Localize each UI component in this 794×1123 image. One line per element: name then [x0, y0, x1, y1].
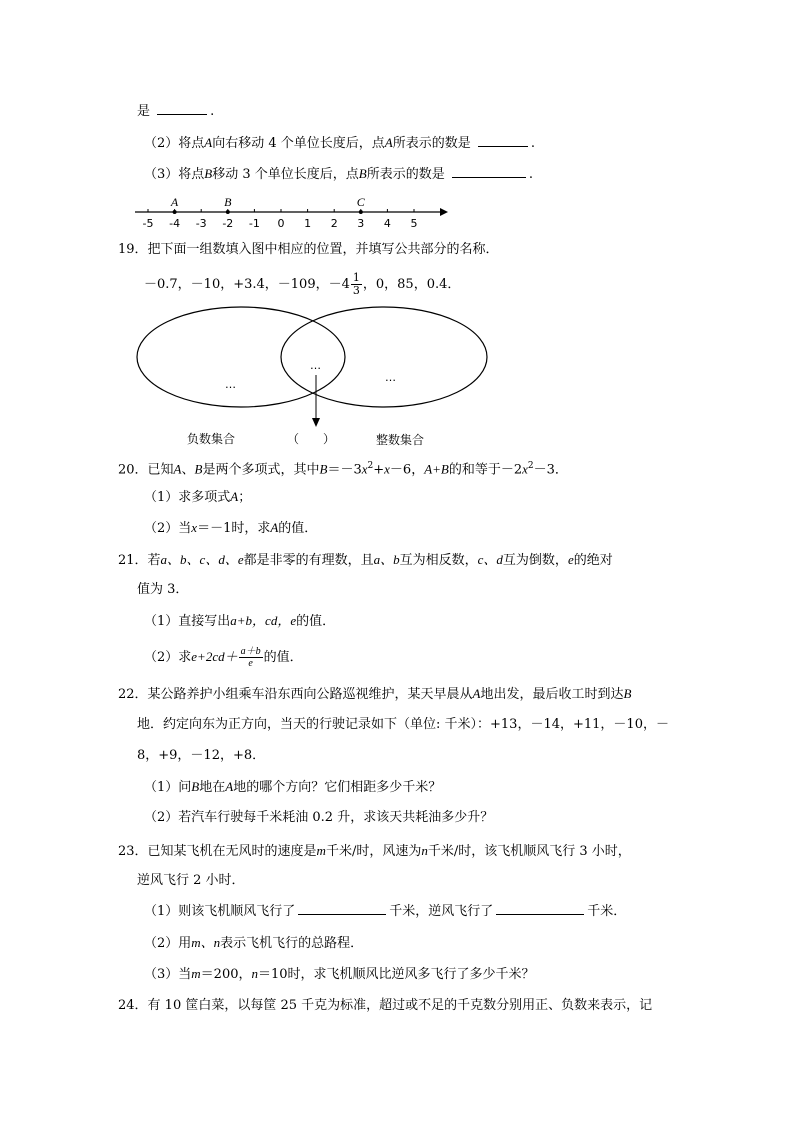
- exponent: 2: [367, 461, 374, 471]
- q23-s1-end: 千米．: [587, 904, 627, 919]
- period: .: [210, 104, 215, 119]
- q23-s3-pre: （3）当: [144, 967, 192, 982]
- q19-stem: 19．把下面一组数填入图中相应的位置，并填写公共部分的名称．: [118, 242, 499, 257]
- q22-stem-line2: 地．约定向东为正方向，当天的行驶记录如下（单位: 千米）：+13，－14，+11，－10，－: [137, 717, 669, 732]
- q21-ab: a、b: [373, 552, 400, 567]
- tick-label: -2: [222, 217, 234, 230]
- q23-s1-mid: 千米，逆风飞行了: [389, 904, 494, 919]
- q23-part1: [144, 902, 626, 922]
- var-b: B: [204, 166, 213, 181]
- venn-center-dots: …: [310, 359, 321, 372]
- var-b: B: [623, 686, 632, 701]
- q23-s2-mn: m、n: [191, 935, 221, 950]
- q20-minus6: －6，: [389, 462, 425, 478]
- q22-s1-end: 地的哪个方向？它们相距多少千米？: [233, 780, 442, 795]
- q20-stem: [118, 456, 568, 476]
- var-b: B: [194, 461, 203, 477]
- integer-set-ellipse: [281, 307, 487, 407]
- q21-m2: 互为相反数，: [399, 553, 478, 568]
- period: .: [528, 167, 534, 182]
- q18-p3-end: 所表示的数是: [366, 167, 445, 182]
- q23-l1-mid: 千米/时，风速为: [325, 844, 422, 859]
- q20-end: －3．: [533, 462, 568, 478]
- q18-p2-text: （2）将点: [144, 136, 205, 151]
- q18-p2-end: 所表示的数是: [392, 136, 471, 151]
- q23-s3-mid: ＝200，: [200, 967, 252, 982]
- arrow-icon: [440, 208, 448, 216]
- q21-stem: [118, 550, 613, 570]
- q22-part2: （2）若汽车行驶每千米耗油 0.2 升，求该天共耗油多少升？: [144, 810, 494, 825]
- var-n: n: [251, 966, 258, 981]
- q23-stem-line1: [118, 841, 631, 861]
- var-a: A: [204, 135, 213, 150]
- q21-end: 的绝对: [573, 553, 613, 568]
- q18-p2-mid: 向右移动 4 个单位长度后，点: [212, 136, 385, 151]
- q20-tail: 的和等于－2: [448, 462, 523, 478]
- q21-mid: 都是非零的有理数，且: [243, 553, 374, 568]
- tick-label: 4: [383, 217, 391, 230]
- q21-s2-pre: （2）求: [144, 650, 192, 665]
- var-a: A: [230, 489, 239, 504]
- q21-vars: a、b、c、d、e: [160, 552, 244, 567]
- venn-label-integer: 整数集合: [376, 433, 425, 447]
- q23-l1-end: 千米/时，该飞机顺风飞行 3 小时，: [427, 844, 631, 859]
- var-b: B: [319, 461, 328, 477]
- var-a: A: [173, 461, 182, 477]
- point-marker: [359, 210, 363, 214]
- q20-mid: 是两个多项式，其中: [202, 462, 320, 478]
- q20-s1-end: ；: [238, 490, 252, 505]
- negative-set-ellipse: [137, 307, 345, 407]
- q23-l1-pre: 23．已知某飞机在无风时的速度是: [118, 844, 317, 859]
- point-label: B: [224, 195, 232, 209]
- answer-blank[interactable]: [496, 902, 584, 915]
- fraction: [239, 646, 263, 669]
- q22-stem-line1: [118, 684, 631, 704]
- q22-s1-mid: 地在: [199, 780, 226, 795]
- q22-stem-line3: 8，+9，－12，+8．: [137, 748, 266, 763]
- fraction-denominator: 3: [352, 284, 360, 297]
- q21-s2-end: 的值．: [263, 650, 303, 665]
- q23-s2-end: 表示飞机飞行的总路程．: [220, 936, 364, 951]
- var-a: A: [225, 779, 234, 794]
- venn-label-common[interactable]: （ ）: [287, 432, 336, 446]
- q20-eq: ＝－3: [327, 462, 362, 478]
- answer-blank[interactable]: [157, 102, 207, 115]
- q18-cont-text: 是: [137, 104, 151, 119]
- q21-s2-expr: e+2cd＋: [191, 649, 238, 664]
- q19-numbers: [144, 268, 460, 302]
- var-e: e: [567, 552, 574, 567]
- var-x: x: [361, 461, 368, 477]
- var-a: A: [270, 520, 279, 535]
- q23-part2: [144, 933, 363, 953]
- q21-part2: [144, 640, 303, 674]
- q19-numbers-part-a: －0.7，－10，+3.4，－109，－4: [144, 277, 350, 292]
- q20-s2-pre: （2）当: [144, 521, 192, 536]
- tick-label: 3: [357, 217, 365, 230]
- tick-label: 0: [277, 217, 285, 230]
- q20-pre: 20．已知: [118, 462, 174, 478]
- answer-blank[interactable]: [478, 134, 528, 147]
- q22-part1: [144, 777, 441, 797]
- point-marker: [173, 210, 177, 214]
- q23-s3-end: ＝10时，求飞机顺风比逆风多飞行了多少千米？: [258, 967, 535, 982]
- q20-s2-mid: ＝－1时，求: [197, 521, 271, 536]
- q24-stem: 24．有 10 筐白菜，以每筐 25 千克为标准，超过或不足的千克数分别用正、负数来表示，记: [118, 998, 653, 1013]
- q23-stem-line2: 逆风飞行 2 小时．: [137, 873, 245, 888]
- venn-right-dots: …: [385, 371, 396, 384]
- venn-left-dots: …: [225, 378, 236, 391]
- var-m: m: [316, 843, 326, 858]
- fraction-numerator: 1: [352, 271, 360, 284]
- venn-diagram: [130, 305, 495, 435]
- q21-cd: c、d: [477, 552, 503, 567]
- point-label: C: [356, 195, 365, 209]
- period: .: [530, 136, 536, 151]
- q21-m3: 互为倒数，: [502, 553, 568, 568]
- expr-a-plus-b: A+B: [424, 461, 449, 477]
- var-x: x: [191, 520, 198, 535]
- q18-part3: [144, 164, 533, 184]
- answer-blank[interactable]: [298, 902, 386, 915]
- var-a: A: [472, 686, 481, 701]
- q18-p3-mid: 移动 3 个单位长度后，点: [212, 167, 359, 182]
- q22-l1-mid: 地出发，最后收工时到达: [480, 687, 624, 702]
- fraction-denominator: e: [248, 658, 253, 669]
- tick-label: -3: [195, 217, 207, 230]
- number-line: [135, 190, 455, 232]
- tick-label: 1: [304, 217, 312, 230]
- q22-s1-pre: （1）问: [144, 780, 192, 795]
- separator: 、: [181, 462, 195, 478]
- q23-s1-pre: （1）则该飞机顺风飞行了: [144, 904, 296, 919]
- q20-part2: [144, 518, 317, 538]
- q21-line2: 值为 3．: [137, 582, 189, 597]
- q18-p3-text: （3）将点: [144, 167, 205, 182]
- point-marker: [226, 210, 230, 214]
- q21-part1: [144, 611, 335, 631]
- q20-part1: [144, 487, 251, 507]
- var-b: B: [191, 779, 200, 794]
- answer-blank[interactable]: [452, 165, 526, 178]
- arrow-down-icon: [312, 418, 320, 427]
- q18-part2: [144, 133, 535, 153]
- q23-part3: [144, 964, 535, 984]
- q18-continuation: [137, 102, 214, 122]
- var-n: n: [421, 843, 428, 858]
- tick-label: -5: [142, 217, 154, 230]
- plus: +: [373, 462, 385, 478]
- q23-s2-pre: （2）用: [144, 936, 192, 951]
- fraction-numerator: a＋b: [240, 646, 261, 657]
- tick-label: 2: [330, 217, 338, 230]
- q20-s2-end: 的值．: [278, 521, 318, 536]
- var-x: x: [384, 461, 390, 477]
- tick-label: 5: [410, 217, 418, 230]
- q22-l1: 22．某公路养护小组乘车沿东西向公路巡视维护，某天早晨从: [118, 687, 473, 702]
- tick-label: -4: [169, 217, 181, 230]
- q19-numbers-part-b: ，0，85，0.4．: [362, 277, 461, 292]
- venn-label-negative: 负数集合: [187, 432, 236, 446]
- var-x: x: [522, 461, 528, 477]
- var-a: A: [384, 135, 393, 150]
- var-b: B: [358, 166, 367, 181]
- fraction: [351, 272, 362, 297]
- q21-pre: 21．若: [118, 553, 161, 568]
- q21-s1-end: 的值．: [296, 614, 336, 629]
- exponent: 2: [527, 461, 534, 471]
- q20-s1-pre: （1）求多项式: [144, 490, 231, 505]
- tick-label: -1: [248, 217, 260, 230]
- q21-s1-expr: a+b，cd，e: [230, 613, 297, 628]
- var-m: m: [191, 966, 201, 981]
- q21-s1-pre: （1）直接写出: [144, 614, 231, 629]
- point-label: A: [170, 195, 179, 209]
